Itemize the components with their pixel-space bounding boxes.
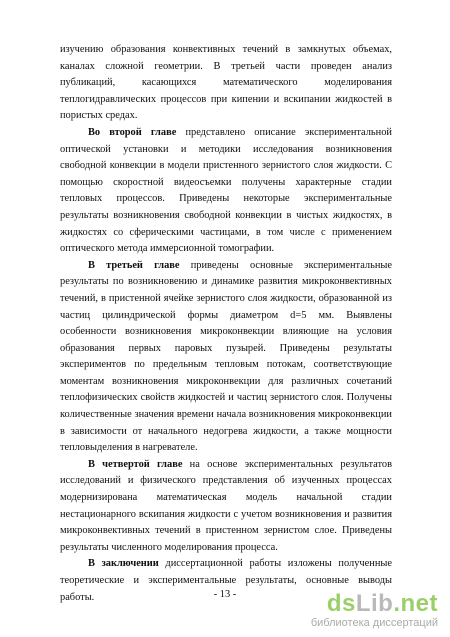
logo-ds: ds: [326, 590, 356, 617]
watermark-subtitle: библиотека диссертаций: [310, 617, 438, 629]
paragraph-lead: Во второй главе: [88, 126, 177, 138]
paragraph-text: приведены основные экспериментальные результаты по возникновению и динамике развития микроконвективных течений, в пристенной ячейке зернистого слоя жидкости, образованной из частиц цилиндрической формы диаметром d=5 мм. Выявлены особенности возникновения микроконвекции влияющие на условия образования первых паровых пузырей. Приведены результаты экспериментов по предельным тепловым потокам, соответствующие моментам возникновения микроконвекции для различных сочетаний теплофизических свойств жидкостей и частиц зернистого слоя. Получены количественные значения времени начала возникновения микроконвекции в зависимости от начального недогрева жидкости, а также мощности тепловыделения в нагревателе.: [60, 259, 392, 454]
paragraph-chapter-2: [60, 125, 392, 258]
dslib-watermark: [311, 592, 438, 629]
logo-lib: Lib: [355, 590, 394, 617]
logo-dot: .: [393, 590, 401, 617]
paragraph-text: изучению образования конвективных течений в замкнутых объемах, каналах сложной геометрии. В третьей части проведен анализ публикаций, касающихся математического моделирования теплогидравлических процессов при кипении и вскипании жидкостей в пористых средах.: [60, 44, 392, 122]
paragraph-chapter-3: [60, 258, 392, 457]
paragraph-text: диссертационной работы изложены полученные теоретические и экспериментальные результаты, основные выводы работы.: [60, 558, 392, 603]
dslib-logo: [311, 592, 438, 616]
paragraph-lead: В заключении: [88, 558, 159, 570]
logo-net: net: [400, 590, 438, 617]
paragraph-intro: [60, 42, 392, 125]
paragraph-text: на основе экспериментальных результатов исследований и физического представления об изученных процессах модернизирована математическая модель начальной стадии нестационарного вскипания жидкости с учетом возникновения и развития микроконвективных течений в пристенном зернистом слое. Приведены результаты численного моделирования процесса.: [60, 458, 393, 553]
paragraph-lead: В третьей главе: [88, 259, 180, 271]
paragraph-lead: В четвертой главе: [88, 458, 183, 470]
document-body: [60, 42, 392, 606]
paragraph-chapter-4: [60, 457, 392, 557]
page-number: - 13 -: [213, 589, 237, 600]
paragraph-text: представлено описание экспериментальной оптической установки и методики исследования возникновения свободной конвекции в модели пристенного зернистого слоя жидкости. С помощью скоростной видеосъемки получены характерные стадии тепловых процессов. Приведены некоторые экспериментальные результаты возникновения свободной конвекции в чистых жидкостях, в жидкостях со сферическими частицами, в том числе с применением оптического метода иммерсионной томографии.: [60, 126, 392, 255]
